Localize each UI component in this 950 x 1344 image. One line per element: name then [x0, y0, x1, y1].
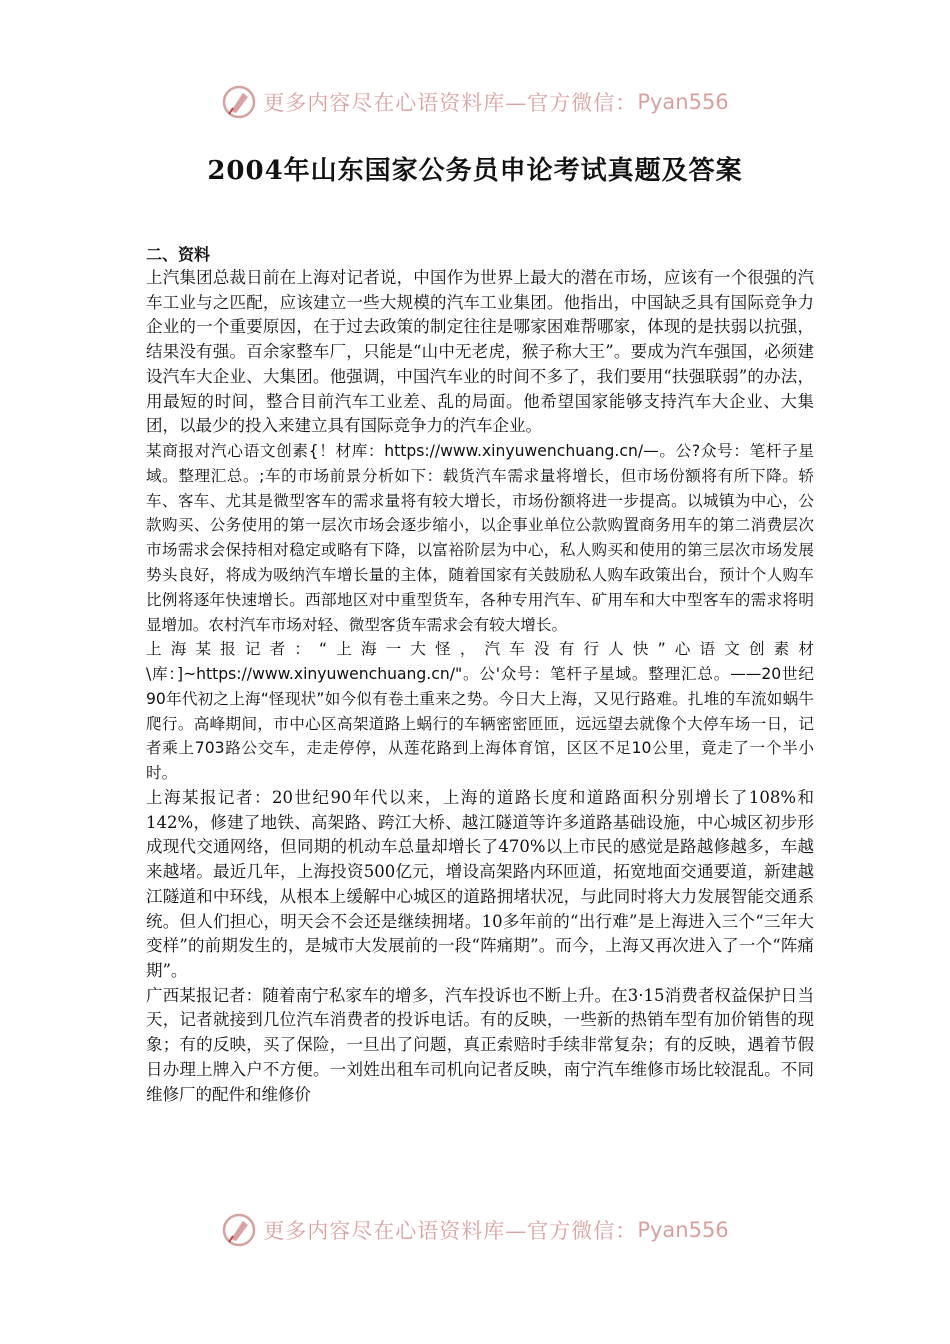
paragraph-2: 某商报对汽心语文创素{！材库：https://www.xinyuwenchuang.cn/—。公?众号：笔杆子星域。整理汇总。;车的市场前景分析如下：载货汽车需求量将增长，但市场份额将有所下降。轿车、客车、尤其是微型客车的需求量将有较大增长，市场份额将进一步提高。以城镇为中心，公款购买、公务使用的第一层次市场会逐步缩小，以企事业单位公款购置商务用车的第二消费层次市场需求会保持相对稳定或略有下降，以富裕阶层为中心，私人购买和使用的第三层次市场发展势头良好，将成为吸纳汽车增长量的主体，随着国家有关鼓励私人购车政策出台，预计个人购车比例将逐年快速增长。西部地区对中重型货车，各种专用汽车、矿用车和大中型客车的需求将明显增加。农村汽车市场对轻、微型客货车需求会有较大增长。: [146, 441, 814, 634]
banner-id: Pyan556: [637, 1218, 729, 1242]
footer-watermark-banner: [0, 1210, 950, 1250]
pen-nib-circle-icon: [221, 1212, 257, 1248]
banner-id: Pyan556: [637, 90, 729, 114]
paragraph-1: 上汽集团总裁日前在上海对记者说，中国作为世界上最大的潜在市场，应该有一个很强的汽车工业与之匹配，应该建立一些大规模的汽车工业集团。他指出，中国缺乏具有国际竞争力企业的一个重要原因，在于过去政策的制定往往是哪家困难帮哪家，体现的是扶弱以抗强，结果没有强。百余家整车厂，只能是“山中无老虎，猴子称大王”。要成为汽车强国，必须建设汽车大企业、大集团。他强调，中国汽车业的时间不多了，我们要用“扶强联弱”的办法，用最短的时间，整合目前汽车工业差、乱的局面。他希望国家能够支持汽车大企业、大集团，以最少的投入来建立具有国际竞争力的汽车企业。: [146, 268, 814, 436]
paragraph-4: 上海某报记者：20世纪90年代以来，上海的道路长度和道路面积分别增长了108%和142%，修建了地铁、高架路、跨江大桥、越江隧道等许多道路基础设施，中心城区初步形成现代交通网络，但同期的机动车总量却增长了470%以上市民的感觉是路越修越多，车越来越堵。最近几年，上海投资500亿元，增设高架路内环匝道，拓宽地面交通要道，新建越江隧道和中环线，从根本上缓解中心城区的道路拥堵状况，与此同时将大力发展智能交通系统。但人们担心，明天会不会还是继续拥堵。10多年前的“出行难”是上海进入三个“三年大变样”的前期发生的，是城市大发展前的一段“阵痛期”。而今，上海又再次进入了一个“阵痛期”。: [146, 788, 814, 980]
paragraph-3: 上海某报记者：“上海一大怪，汽车没有行人快”心语文创素材\库：]~https://www.xinyuwenchuang.cn/"。公'众号：笔杆子星域。整理汇总。——20世纪90年代初之上海“怪现状”如今似有卷土重来之势。今日大上海，又见行路难。扎堆的车流如蜗牛爬行。高峰期间，市中心区高架道路上蜗行的车辆密密匝匝，远远望去就像个大停车场一日，记者乘上703路公交车，走走停停，从莲花路到上海体育馆，区区不足10公里，竟走了一个半小时。: [146, 640, 814, 783]
page-title: 2004年山东国家公务员申论考试真题及答案: [207, 156, 743, 186]
banner-text: 更多内容尽在心语资料库—官方微信：: [263, 1219, 638, 1243]
section-heading: 二、资料: [146, 245, 211, 264]
header-watermark-banner: [0, 82, 950, 122]
banner-text: 更多内容尽在心语资料库—官方微信：: [263, 91, 638, 115]
pen-nib-circle-icon: [221, 84, 257, 120]
document-body: [146, 244, 814, 1107]
paragraph-5: 广西某报记者：随着南宁私家车的增多，汽车投诉也不断上升。在3·15消费者权益保护日当天，记者就接到几位汽车消费者的投诉电话。有的反映，一些新的热销车型有加价销售的现象；有的反映，买了保险，一旦出了问题，真正索赔时手续非常复杂；有的反映，遇着节假日办理上牌入户不方便。一刘姓出租车司机向记者反映，南宁汽车维修市场比较混乱。不同维修厂的配件和维修价: [146, 985, 814, 1104]
